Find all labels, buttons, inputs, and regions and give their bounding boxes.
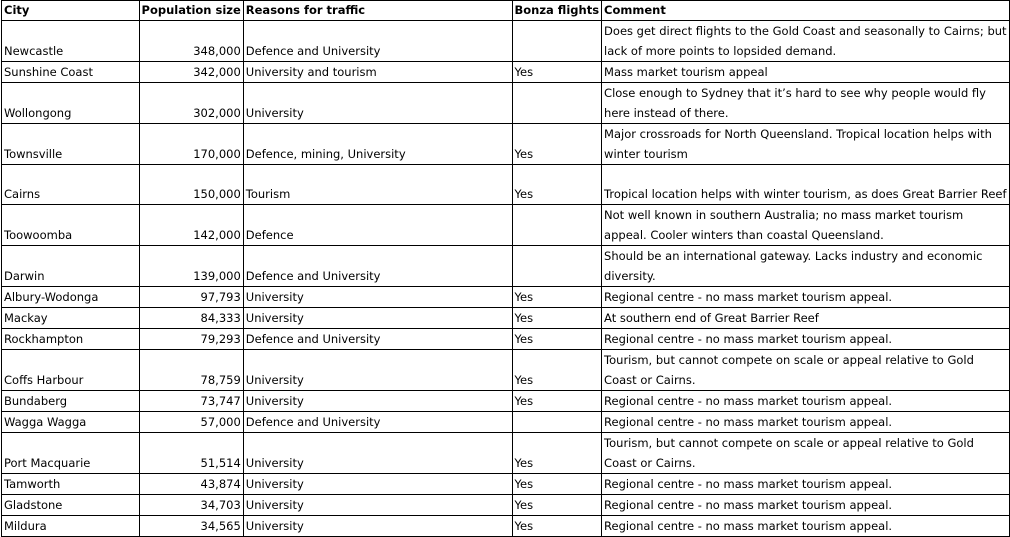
- table-row: [2, 124, 1010, 165]
- comment-cell: Regional centre - no mass market tourism appeal.: [602, 287, 1010, 308]
- comment-cell: At southern end of Great Barrier Reef: [602, 308, 1010, 329]
- bonza-cell: Yes: [512, 433, 602, 474]
- city-traffic-table: [1, 0, 1010, 537]
- comment-cell: Regional centre - no mass market tourism appeal.: [602, 495, 1010, 516]
- table-row: [2, 495, 1010, 516]
- city-cell: Mildura: [2, 516, 140, 537]
- table-row: [2, 516, 1010, 537]
- table-row: [2, 474, 1010, 495]
- population-cell: 79,293: [139, 329, 243, 350]
- header-comment: Comment: [602, 1, 1010, 21]
- city-cell: Cairns: [2, 165, 140, 205]
- table-row: [2, 83, 1010, 124]
- reasons-cell: Defence and University: [243, 329, 512, 350]
- table-row: [2, 62, 1010, 83]
- reasons-cell: University: [243, 391, 512, 412]
- table-row: [2, 205, 1010, 246]
- population-cell: 142,000: [139, 205, 243, 246]
- bonza-cell: [512, 412, 602, 433]
- comment-cell: Close enough to Sydney that it’s hard to see why people would fly here instead of there.: [602, 83, 1010, 124]
- reasons-cell: University: [243, 495, 512, 516]
- city-cell: Gladstone: [2, 495, 140, 516]
- comment-cell: Major crossroads for North Queensland. Tropical location helps with winter tourism: [602, 124, 1010, 165]
- population-cell: 57,000: [139, 412, 243, 433]
- city-cell: Rockhampton: [2, 329, 140, 350]
- reasons-cell: Defence and University: [243, 246, 512, 287]
- reasons-cell: Defence and University: [243, 21, 512, 62]
- population-cell: 84,333: [139, 308, 243, 329]
- city-cell: Newcastle: [2, 21, 140, 62]
- comment-cell: Regional centre - no mass market tourism appeal.: [602, 412, 1010, 433]
- population-cell: 348,000: [139, 21, 243, 62]
- city-cell: Bundaberg: [2, 391, 140, 412]
- bonza-cell: Yes: [512, 165, 602, 205]
- comment-cell: Regional centre - no mass market tourism appeal.: [602, 516, 1010, 537]
- reasons-cell: University and tourism: [243, 62, 512, 83]
- table-row: [2, 433, 1010, 474]
- table-body: [2, 21, 1010, 537]
- bonza-cell: Yes: [512, 391, 602, 412]
- reasons-cell: University: [243, 308, 512, 329]
- header-row: [2, 1, 1010, 21]
- reasons-cell: University: [243, 287, 512, 308]
- comment-cell: Regional centre - no mass market tourism appeal.: [602, 474, 1010, 495]
- city-cell: Tamworth: [2, 474, 140, 495]
- city-cell: Coffs Harbour: [2, 350, 140, 391]
- bonza-cell: Yes: [512, 124, 602, 165]
- reasons-cell: Defence: [243, 205, 512, 246]
- header-city: City: [2, 1, 140, 21]
- reasons-cell: University: [243, 516, 512, 537]
- bonza-cell: Yes: [512, 62, 602, 83]
- population-cell: 78,759: [139, 350, 243, 391]
- city-cell: Darwin: [2, 246, 140, 287]
- population-cell: 34,565: [139, 516, 243, 537]
- population-cell: 97,793: [139, 287, 243, 308]
- comment-cell: Tourism, but cannot compete on scale or appeal relative to Gold Coast or Cairns.: [602, 350, 1010, 391]
- bonza-cell: [512, 21, 602, 62]
- population-cell: 170,000: [139, 124, 243, 165]
- population-cell: 302,000: [139, 83, 243, 124]
- table-row: [2, 165, 1010, 205]
- table-row: [2, 391, 1010, 412]
- bonza-cell: Yes: [512, 516, 602, 537]
- comment-cell: Should be an international gateway. Lacks industry and economic diversity.: [602, 246, 1010, 287]
- comment-cell: Regional centre - no mass market tourism appeal.: [602, 329, 1010, 350]
- population-cell: 73,747: [139, 391, 243, 412]
- bonza-cell: [512, 205, 602, 246]
- reasons-cell: University: [243, 83, 512, 124]
- reasons-cell: Tourism: [243, 165, 512, 205]
- table-row: [2, 246, 1010, 287]
- bonza-cell: [512, 246, 602, 287]
- comment-cell: Tropical location helps with winter tourism, as does Great Barrier Reef: [602, 165, 1010, 205]
- reasons-cell: University: [243, 474, 512, 495]
- bonza-cell: Yes: [512, 329, 602, 350]
- comment-cell: Mass market tourism appeal: [602, 62, 1010, 83]
- population-cell: 34,703: [139, 495, 243, 516]
- reasons-cell: Defence and University: [243, 412, 512, 433]
- city-cell: Wagga Wagga: [2, 412, 140, 433]
- bonza-cell: [512, 83, 602, 124]
- bonza-cell: Yes: [512, 350, 602, 391]
- header-reasons: Reasons for traffic: [243, 1, 512, 21]
- bonza-cell: Yes: [512, 287, 602, 308]
- table-row: [2, 287, 1010, 308]
- city-cell: Port Macquarie: [2, 433, 140, 474]
- comment-cell: Not well known in southern Australia; no mass market tourism appeal. Cooler winters than coastal Queensland.: [602, 205, 1010, 246]
- header-population: Population size: [139, 1, 243, 21]
- table-row: [2, 308, 1010, 329]
- comment-cell: Does get direct flights to the Gold Coast and seasonally to Cairns; but lack of more points to lopsided demand.: [602, 21, 1010, 62]
- city-cell: Sunshine Coast: [2, 62, 140, 83]
- population-cell: 150,000: [139, 165, 243, 205]
- bonza-cell: Yes: [512, 474, 602, 495]
- city-cell: Albury-Wodonga: [2, 287, 140, 308]
- population-cell: 342,000: [139, 62, 243, 83]
- table-row: [2, 329, 1010, 350]
- table-row: [2, 350, 1010, 391]
- table-row: [2, 412, 1010, 433]
- reasons-cell: University: [243, 350, 512, 391]
- reasons-cell: Defence, mining, University: [243, 124, 512, 165]
- bonza-cell: Yes: [512, 495, 602, 516]
- comment-cell: Tourism, but cannot compete on scale or appeal relative to Gold Coast or Cairns.: [602, 433, 1010, 474]
- bonza-cell: Yes: [512, 308, 602, 329]
- comment-cell: Regional centre - no mass market tourism appeal.: [602, 391, 1010, 412]
- population-cell: 139,000: [139, 246, 243, 287]
- city-cell: Wollongong: [2, 83, 140, 124]
- reasons-cell: University: [243, 433, 512, 474]
- header-bonza: Bonza flights: [512, 1, 602, 21]
- table-row: [2, 21, 1010, 62]
- population-cell: 51,514: [139, 433, 243, 474]
- city-cell: Mackay: [2, 308, 140, 329]
- city-cell: Toowoomba: [2, 205, 140, 246]
- population-cell: 43,874: [139, 474, 243, 495]
- city-cell: Townsville: [2, 124, 140, 165]
